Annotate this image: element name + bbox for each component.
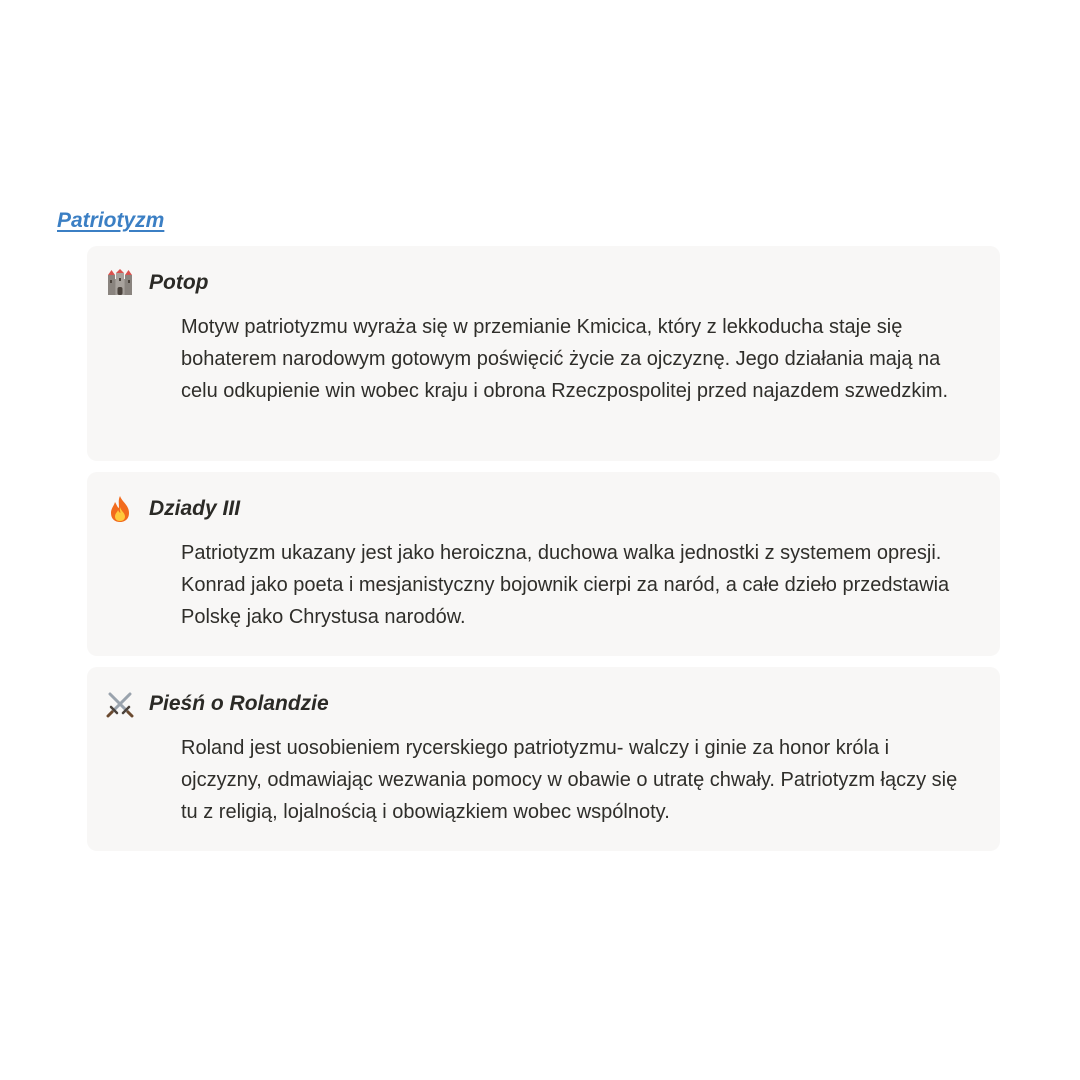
section-title-link[interactable]: Patriotyzm — [57, 209, 165, 232]
card-title: Potop — [149, 271, 209, 294]
card-text: Patriotyzm ukazany jest jako heroiczna, duchowa walka jednostki z systemem opresji. Konrad jako poeta i mesjanistyczny bojownik cierpi za naród, a całe dzieło przedstawia Polskę jako Chrystusa narodów. — [181, 542, 950, 628]
crossed-swords-icon — [105, 689, 135, 719]
fire-icon — [105, 494, 135, 524]
card-header — [105, 689, 980, 719]
cards-list — [87, 246, 1000, 862]
card-header — [105, 268, 980, 298]
card-title: Pieśń o Rolandzie — [149, 692, 329, 715]
card-text: Roland jest uosobieniem rycerskiego patriotyzmu- walczy i ginie za honor króla i ojczyzny, odmawiając wezwania pomocy w obawie o utratę chwały. Patriotyzm łączy się tu z religią, lojalnością i obowiązkiem wobec wspólnoty. — [181, 737, 958, 823]
card-title: Dziady III — [149, 497, 241, 520]
card-text: Motyw patriotyzmu wyraża się w przemianie Kmicica, który z lekkoducha staje się bohaterem narodowym gotowym poświęcić życie za ojczyznę. Jego działania mają na celu odkupienie win wobec kraju i obrona Rzeczpospolitej przed najazdem szwedzkim. — [181, 316, 949, 402]
card-dziady — [87, 472, 1000, 656]
card-header — [105, 494, 980, 524]
castle-icon — [105, 268, 135, 298]
card-roland — [87, 667, 1000, 851]
card-potop — [87, 246, 1000, 461]
